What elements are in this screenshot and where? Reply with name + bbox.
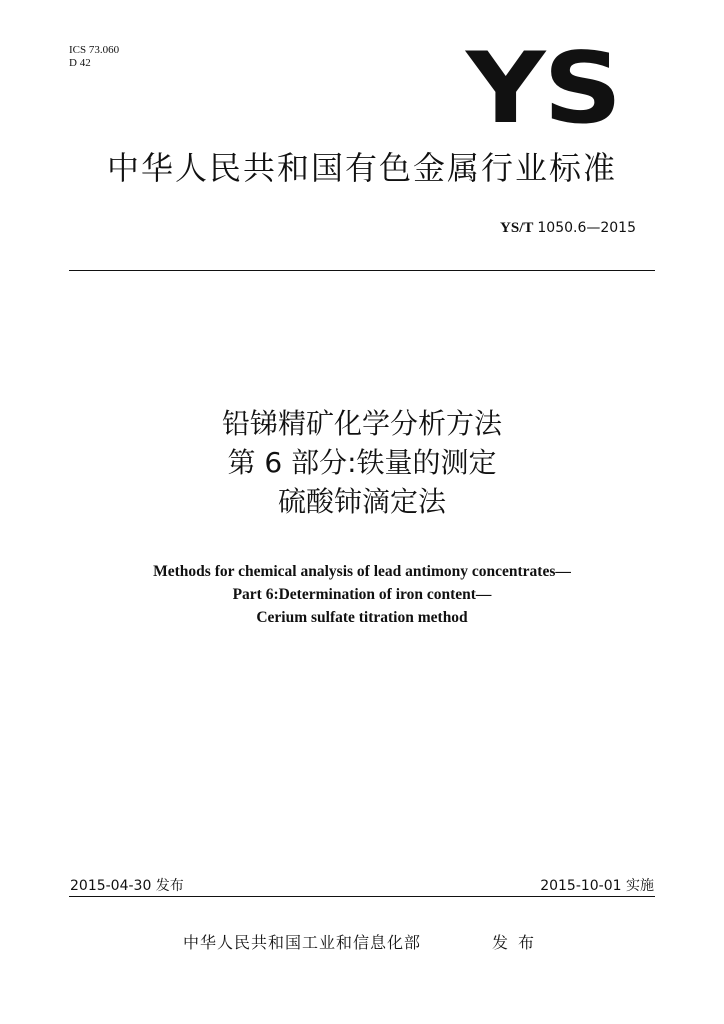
english-title-line: Cerium sulfate titration method — [256, 609, 468, 626]
implementation-date: 2015-10-01 实施 — [540, 878, 654, 894]
standard-category-title: 中华人民共和国有色金属行业标准 — [106, 149, 617, 187]
standard-number-value: 1050.6—2015 — [537, 220, 636, 236]
top-divider — [69, 270, 655, 271]
chinese-title-line: 第 6 部分:铁量的测定 — [227, 446, 497, 479]
issue-date: 2015-04-30 发布 — [70, 878, 184, 894]
ccs-code: D 42 — [69, 57, 91, 69]
classification-codes — [69, 44, 119, 70]
release-label: 发布 — [492, 933, 545, 952]
ys-logo: YS — [466, 32, 621, 146]
ics-code: ICS 73.060 — [69, 44, 120, 56]
chinese-title-line: 硫酸铈滴定法 — [277, 485, 446, 518]
english-title — [62, 560, 662, 629]
chinese-title-line: 铅锑精矿化学分析方法 — [221, 407, 502, 440]
standard-prefix: YS/T — [500, 220, 534, 236]
english-title-line: Part 6:Determination of iron content— — [232, 586, 492, 603]
chinese-title — [62, 404, 662, 521]
standard-number — [500, 218, 636, 238]
bottom-divider — [69, 896, 655, 897]
issuing-authority: 中华人民共和国工业和信息化部 — [183, 933, 422, 952]
english-title-line: Methods for chemical analysis of lead antimony concentrates— — [153, 563, 571, 580]
